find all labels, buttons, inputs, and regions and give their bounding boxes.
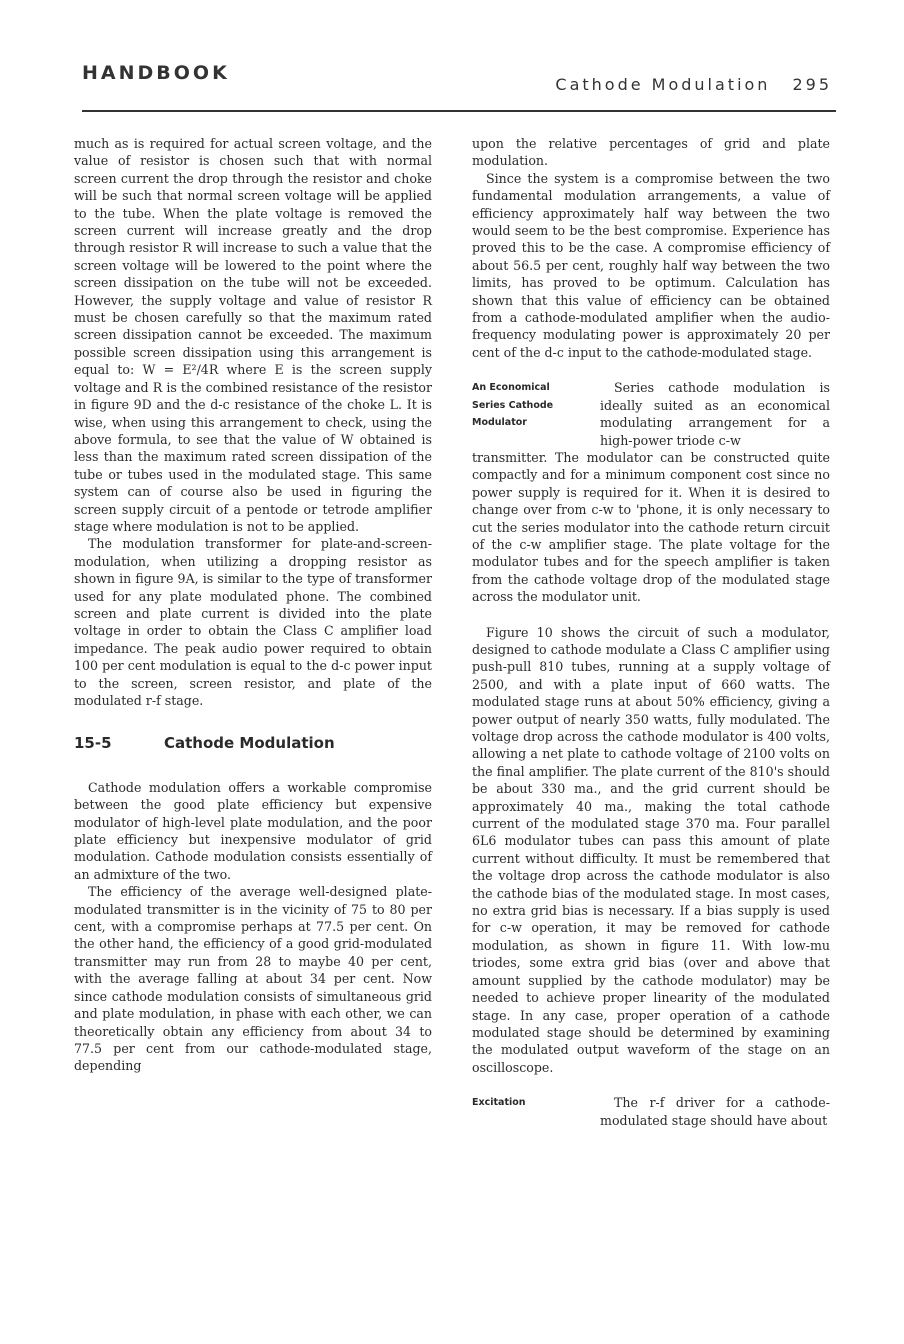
paragraph: The efficiency of the average well-designed plate-modulated transmitter is in the vicinity of 75 to 80 per cent, with a compromise perhaps at 77.5 per cent. On the other hand, the efficiency of a good grid-modulated transmitter may run from 28 to maybe 40 per cent, with the average falling at about 34 per cent. Now since cathode modulation consists of simultaneous grid and plate modulation, in phase with each other, we can theoretically obtain any efficiency from about 34 to 77.5 per cent from our cathode-modulated stage, depending: [74, 884, 432, 1074]
page-number: 295: [792, 75, 832, 94]
paragraph: upon the relative percentages of grid and plate modulation.: [472, 136, 830, 169]
section-title: Cathode Modulation: [164, 734, 335, 753]
paragraph: The modulation transformer for plate-and-screen-modulation, when utilizing a dropping resistor as shown in figure 9A, is similar to the type of transformer used for any plate modulated phone. The combined screen and plate current is divided into the plate voltage in order to obtain the Class C amplifier load impedance. The peak audio power required to obtain 100 per cent modulation is equal to the d-c power input to the screen, screen resistor, and plate of the modulated r-f stage.: [74, 536, 432, 708]
header-rule: [82, 110, 836, 112]
sidehead-label: An Economical Series Cathode Modulator: [472, 382, 554, 429]
left-column: [74, 135, 432, 1075]
sidehead-block: [472, 1094, 830, 1129]
chapter-title: Cathode Modulation: [555, 75, 771, 94]
paragraph: Series cathode modulation is ideally suited as an economical modulating arrangement for a high-power triode c-w: [600, 380, 830, 448]
paragraph: transmitter. The modulator can be constructed quite compactly and for a minimum component cost since no power supply is required for it. When it is desired to change over from c-w to 'phone, it is only necessary to cut the series modulator into the cathode return circuit of the c-w amplifier stage. The plate voltage for the modulator tubes and for the speech amplifier is taken from the cathode voltage drop of the modulated stage across the modulator unit.: [472, 449, 830, 605]
sidehead-block: [472, 379, 830, 449]
section-heading: [74, 735, 432, 752]
paragraph: Since the system is a compromise between the two fundamental modulation arrangements, a value of efficiency approximately half way between the two would seem to be the best compromise. Experience has proved this to be the case. A compromise efficiency of about 56.5 per cent, roughly half way between the two limits, has proved to be optimum. Calculation has shown that this value of efficiency can be obtained from a cathode-modulated amplifier when the audio-frequency modulating power is approximately 20 per cent of the d-c input to the cathode-modulated stage.: [472, 170, 830, 360]
running-header: [555, 75, 832, 94]
paragraph: Cathode modulation offers a workable compromise between the good plate efficiency but expensive modulator of high-level plate modulation, and the poor plate efficiency but inexpensive modulator of grid modulation. Cathode modulation consists essentially of an admixture of the two.: [74, 779, 432, 882]
book-title: HANDBOOK: [82, 62, 230, 84]
right-column: [472, 135, 830, 1129]
paragraph: much as is required for actual screen voltage, and the value of resistor is chosen such that with normal screen current the drop through the resistor and choke will be such that normal screen voltage will be applied to the tube. When the plate voltage is removed the screen current will increase greatly and the drop through resistor R will increase to such a value that the screen voltage will be lowered to the point where the screen dissipation on the tube will not be exceeded. However, the supply voltage and value of resistor R must be chosen carefully so that the maximum rated screen dissipation cannot be exceeded. The maximum possible screen dissipation using this arrangement is equal to: W = E²/4R where E is the screen supply voltage and R is the combined resistance of the resistor in figure 9D and the d-c resistance of the choke L. It is wise, when using this arrangement to check, using the above formula, to see that the value of W obtained is less than the maximum rated screen dissipation of the tube or tubes used in the modulated stage. This same system can of course also be used in figuring the screen supply circuit of a pentode or tetrode amplifier stage where modulation is not to be applied.: [74, 136, 432, 534]
sidehead-label: Excitation: [472, 1097, 526, 1109]
paragraph: The r-f driver for a cathode-modulated stage should have about: [600, 1095, 830, 1128]
paragraph: Figure 10 shows the circuit of such a modulator, designed to cathode modulate a Class C amplifier using push-pull 810 tubes, running at a supply voltage of 2500, and with a plate input of 660 watts. The modulated stage runs at about 50% efficiency, giving a power output of nearly 350 watts, fully modulated. The voltage drop across the cathode modulator is 400 volts, allowing a net plate to cathode voltage of 2100 volts on the final amplifier. The plate current of the 810's should be about 330 ma., and the grid current should be approximately 40 ma., making the total cathode current of the modulated stage 370 ma. Four parallel 6L6 modulator tubes can pass this amount of plate current without difficulty. It must be remembered that the voltage drop across the cathode modulator is also the cathode bias of the modulated stage. In most cases, no extra grid bias is necessary. If a bias supply is used for c-w operation, it may be removed for cathode modulation, as shown in figure 11. With low-mu triodes, some extra grid bias (over and above that amount supplied by the cathode modulator) may be needed to achieve proper linearity of the modulated stage. In any case, proper operation of a cathode modulated stage should be determined by examining the modulated output waveform of the stage on an oscilloscope.: [472, 624, 830, 1075]
section-number: 15-5: [74, 734, 112, 753]
